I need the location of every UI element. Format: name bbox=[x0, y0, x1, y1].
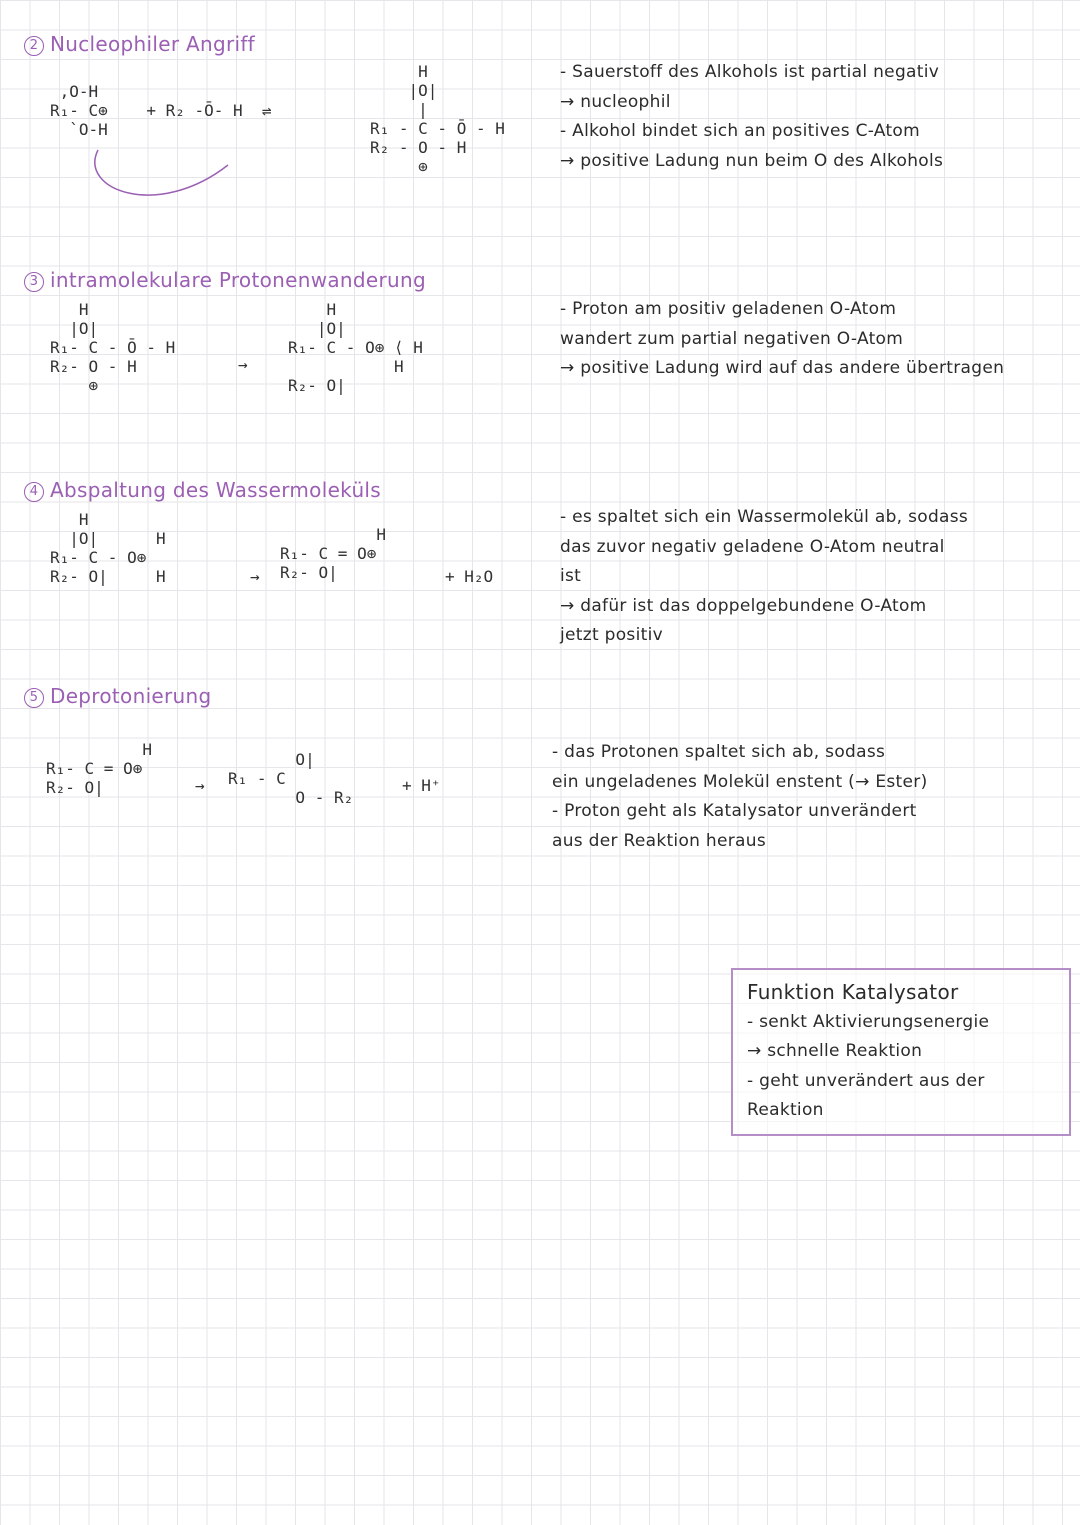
summary-line: - senkt Aktivierungsenergie bbox=[747, 1011, 990, 1032]
step-2-number: 2 bbox=[24, 36, 44, 56]
note-line: → nucleophil bbox=[560, 91, 671, 112]
note-line: das zuvor negativ geladene O-Atom neutral bbox=[560, 536, 945, 557]
note-line: ist bbox=[560, 566, 582, 586]
note-line: - Proton am positiv geladenen O-Atom bbox=[560, 299, 897, 319]
step-2-reactants: ,O-H R₁- C⊕ + R₂ -Ō- H ⇌ `O-H bbox=[50, 82, 272, 139]
step-3-heading bbox=[24, 268, 426, 292]
note-line: aus der Reaktion heraus bbox=[552, 830, 767, 851]
step-4-heading bbox=[24, 478, 381, 502]
summary-title: Funktion Katalysator bbox=[747, 980, 959, 1004]
step-5-arrow: → bbox=[195, 776, 205, 795]
step-3-notes bbox=[560, 295, 1004, 384]
step-3-arrow: → bbox=[238, 355, 248, 374]
step-5-byproduct: + H⁺ bbox=[402, 776, 441, 795]
note-line: → positive Ladung wird auf das andere übertragen bbox=[560, 358, 1005, 378]
step-4-reactant: H |O| H R₁- C - O⊕ R₂- O| H bbox=[50, 510, 166, 586]
note-line: - das Protonen spaltet sich ab, sodass bbox=[552, 742, 886, 762]
step-2-attack-arrow bbox=[78, 120, 248, 215]
step-4-arrow: → bbox=[250, 567, 260, 586]
step-2-intermediate: H |O| | R₁ - C - Ō - H R₂ - O - H ⊕ bbox=[370, 62, 505, 176]
catalyst-summary-box bbox=[731, 968, 1071, 1136]
step-3-number: 3 bbox=[24, 272, 44, 292]
step-3-product: H |O| R₁- C - O⊕ ⟨ H H R₂- O| bbox=[288, 300, 423, 395]
note-line: → positive Ladung nun beim O des Alkohols bbox=[560, 150, 944, 171]
step-4-notes bbox=[560, 503, 968, 651]
summary-line: - geht unverändert aus der bbox=[747, 1070, 985, 1091]
note-line: jetzt positiv bbox=[560, 625, 663, 645]
step-4-number: 4 bbox=[24, 482, 44, 502]
note-line: wandert zum partial negativen O-Atom bbox=[560, 328, 904, 349]
step-2-heading bbox=[24, 32, 255, 56]
summary-line: Reaktion bbox=[747, 1100, 824, 1120]
note-line: - es spaltet sich ein Wassermolekül ab, sodass bbox=[560, 507, 969, 527]
note-line: - Alkohol bindet sich an positives C-Atom bbox=[560, 121, 920, 141]
note-line: - Proton geht als Katalysator unverändert bbox=[552, 801, 917, 821]
step-5-title: Deprotonierung bbox=[50, 684, 212, 708]
step-5-notes bbox=[552, 738, 928, 856]
step-4-byproduct: + H₂O bbox=[445, 567, 494, 586]
note-line: → dafür ist das doppelgebundene O-Atom bbox=[560, 595, 927, 616]
step-2-notes bbox=[560, 58, 943, 176]
step-4-product: H R₁- C = O⊕ R₂- O| bbox=[280, 525, 386, 582]
step-5-product: O| R₁ - C O - R₂ bbox=[228, 750, 354, 807]
step-5-heading bbox=[24, 684, 212, 708]
note-line: ein ungeladenes Molekül enstent (→ Ester) bbox=[552, 771, 928, 792]
step-2-title: Nucleophiler Angriff bbox=[50, 32, 256, 56]
step-4-title: Abspaltung des Wassermoleküls bbox=[50, 478, 381, 502]
note-line: - Sauerstoff des Alkohols ist partial negativ bbox=[560, 62, 940, 82]
summary-line: → schnelle Reaktion bbox=[747, 1041, 923, 1061]
step-3-title: intramolekulare Protonenwanderung bbox=[50, 268, 426, 292]
step-5-reactant: H R₁- C = O⊕ R₂- O| bbox=[46, 740, 152, 797]
step-3-reactant: H |O| R₁- C - Ō - H R₂- O - H ⊕ bbox=[50, 300, 176, 395]
step-5-number: 5 bbox=[24, 688, 44, 708]
